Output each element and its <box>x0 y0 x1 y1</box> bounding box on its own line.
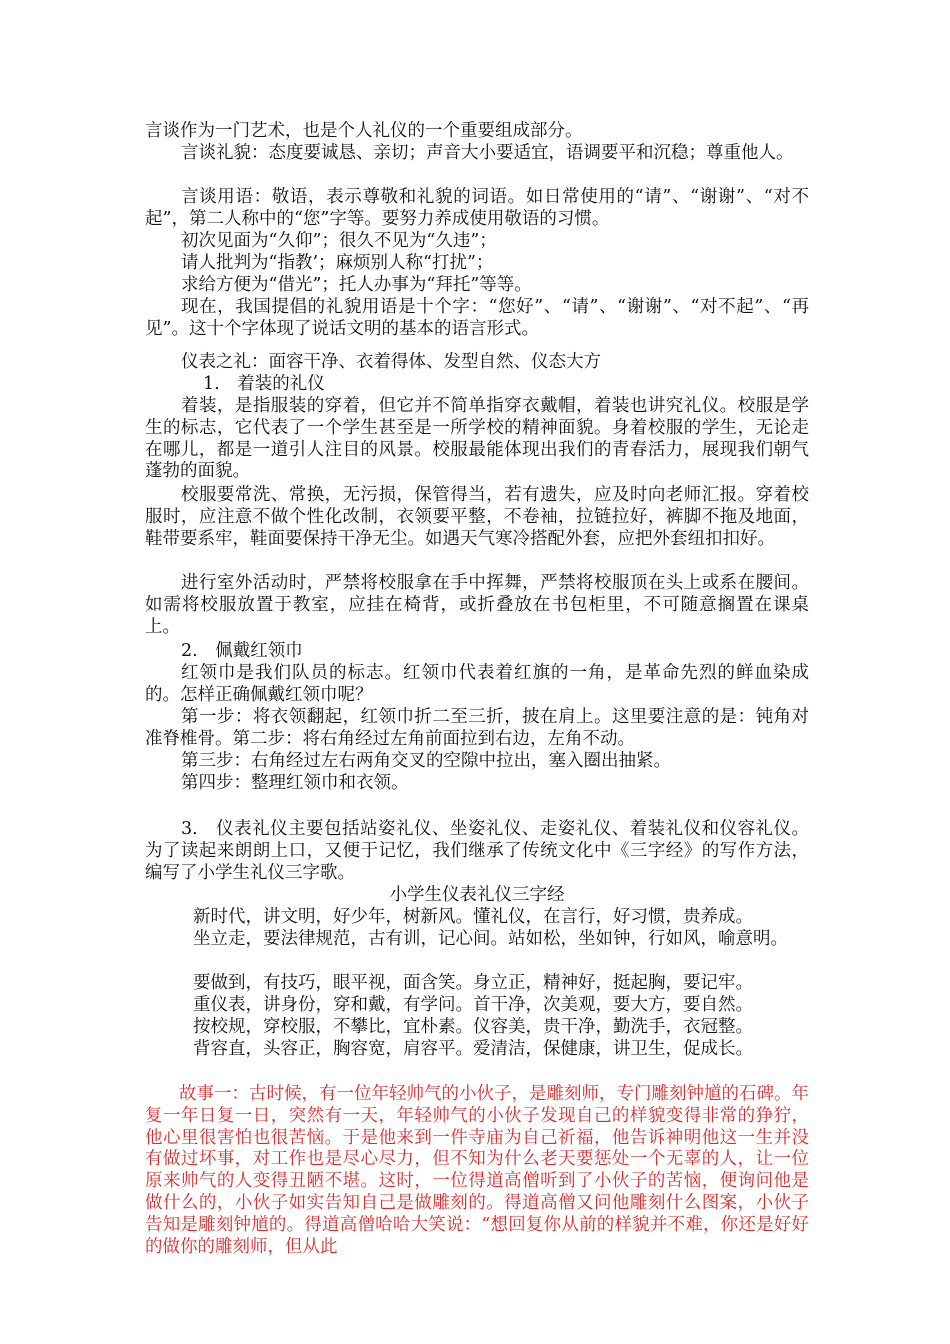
poem-line: 坐立走，要法律规范，古有训，记心间。站如松，坐如钟，行如风，喻意明。 <box>193 929 788 949</box>
poem-line: 背容直，头容正，胸容宽，肩容平。爱清洁，保健康，讲卫生，促成长。 <box>193 1039 753 1059</box>
poem-title: 小学生仪表礼仪三字经 <box>389 885 565 905</box>
poem-line: 新时代，讲文明，好少年，树新风。懂礼仪，在言行，好习惯，贵养成。 <box>193 907 753 927</box>
story-paragraph: 故事一：古时候，有一位年轻帅气的小伙子，是雕刻师，专门雕刻钟馗的石碑。年复一年日复一日，突然有一天，年轻帅气的小伙子发现自己的样貌变得非常的狰狞，他心里很害怕也很苦恼。于是他来到一件寺庙为自己祈福，他告诉神明他这一生并没有做过坏事，对工作也是尽心尽力，但不知为什么老天要惩处一个无辜的人，让一位原来帅气的人变得丑陋不堪。这时，一位得道高僧听到了小伙子的苦恼，便询问他是做什么的，小伙子如实告知自己是做雕刻的。得道高僧又问他雕刻什么图案，小伙子告知是雕刻钟馗的。得道高僧哈哈大笑说：“想回复你从前的样貌并不难，你还是好好的做你的雕刻师，但从此 <box>145 1084 809 1257</box>
paragraph-red-scarf: 红领巾是我们队员的标志。红领巾代表着红旗的一角，是革命先烈的鲜血染成的。怎样正确佩戴红领巾呢？ <box>145 663 809 705</box>
paragraph-speech-terms: 言谈用语：敬语，表示尊敬和礼貌的词语。如日常使用的“请”、“谢谢”、“对不起”，第二人称中的“您”字等。要努力养成使用敬语的习惯。 <box>145 187 809 229</box>
paragraph-step-one-two: 第一步：将衣领翻起，红领巾折二至三折，披在肩上。这里要注意的是：钝角对准脊椎骨。第二步：将右角经过左角前面拉到右边，左角不动。 <box>145 707 809 749</box>
heading-red-scarf: 2. 佩戴红领巾 <box>181 641 303 661</box>
line-ask-criticism: 请人批判为“指教’；麻烦别人称“打扰”； <box>181 253 494 273</box>
poem-line: 要做到，有技巧，眼平视，面含笑。身立正，精神好，挺起胸，要记牢。 <box>193 973 753 993</box>
paragraph-ten-words: 现在，我国提倡的礼貌用语是十个字：“您好”、“请”、“谢谢”、“对不起”、“再见”。这十个字体现了说话文明的基本的语言形式。 <box>145 297 809 339</box>
paragraph-intro: 言谈作为一门艺术，也是个人礼仪的一个重要组成部分。 <box>145 121 583 141</box>
paragraph-speech-manners: 言谈礼貌：态度要诚恳、亲切；声音大小要适宜，语调要平和沉稳；尊重他人。 <box>181 143 794 163</box>
paragraph-appearance-rules: 3. 仪表礼仪主要包括站姿礼仪、坐姿礼仪、走姿礼仪、着装礼仪和仪容礼仪。为了读起来朗朗上口，又便于记忆，我们继承了传统文化中《三字经》的写作方法，编写了小学生礼仪三字歌。 <box>145 819 809 883</box>
paragraph-outdoor: 进行室外活动时，严禁将校服拿在手中挥舞，严禁将校服顶在头上或系在腰间。如需将校服放置于教室，应挂在椅背，或折叠放在书包柜里，不可随意搁置在课桌上。 <box>145 573 809 637</box>
line-ask-favor: 求给方便为“借光”；托人办事为“拜托”等等。 <box>181 275 532 295</box>
line-step-four: 第四步：整理红领巾和衣领。 <box>181 773 409 793</box>
line-first-meeting: 初次见面为“久仰”；很久不见为“久违”； <box>181 231 497 251</box>
paragraph-dress: 着装，是指服装的穿着，但它并不简单指穿衣戴帽，着装也讲究礼仪。校服是学生的标志，它代表了一个学生甚至是一所学校的精神面貌。身着校服的学生，无论走在哪儿，都是一道引人注目的风景。校服最能体现出我们的青春活力，展现我们朝气蓬勃的面貌。 <box>145 396 809 482</box>
paragraph-uniform-care: 校服要常洗、常换，无污损，保管得当，若有遗失，应及时向老师汇报。穿着校服时，应注意不做个性化改制，衣领要平整，不卷袖，拉链拉好，裤脚不拖及地面，鞋带要系牢，鞋面要保持干净无尘。如遇天气寒冷搭配外套，应把外套纽扣扣好。 <box>145 485 809 549</box>
heading-appearance: 仪表之礼：面容干净、衣着得体、发型自然、仪态大方 <box>181 352 601 372</box>
heading-dress-etiquette: 1. 着装的礼仪 <box>203 374 325 394</box>
line-step-three: 第三步：右角经过左右两角交叉的空隙中拉出，塞入圈出抽紧。 <box>181 751 671 771</box>
poem-line: 重仪表，讲身份，穿和戴，有学问。首干净，次美观，要大方，要自然。 <box>193 995 753 1015</box>
poem-line: 按校规，穿校服，不攀比，宜朴素。仪容美，贵干净，勤洗手，衣冠整。 <box>193 1017 753 1037</box>
